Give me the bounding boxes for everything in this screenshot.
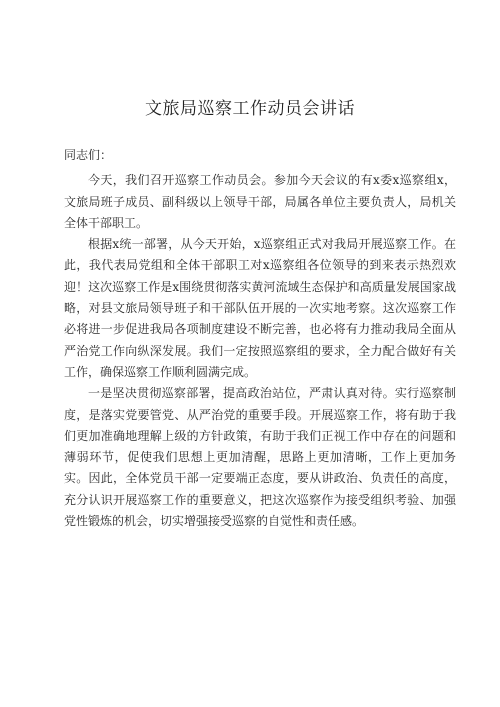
paragraph-point-one: 一是坚决贯彻巡察部署，提高政治站位，严肃认真对待。实行巡察制度，是落实党要管党、从严治党的重要手段。开展巡察工作，将有助于我们更加准确地理解上级的方针政策，有助于我们正视工作中存在的问题和薄弱环节，促使我们思想上更加清醒，思路上更加清晰，工作上更加务实。因此，全体党员干部一定要端正态度，要从讲政治、负责任的高度，充分认识开展巡察工作的重要意义，把这次巡察作为接受组织考验、加强党性锻炼的机会，切实增强接受巡察的自觉性和责任感。 (64, 386, 456, 529)
paragraph-welcome: 根据x统一部署，从今天开始，x巡察组正式对我局开展巡察工作。在此，我代表局党组和全体干部职工对x巡察组各位领导的到来表示热烈欢迎！这次巡察工作是x围绕贯彻落实黄河流域生态保护和高质量发展国家战略，对县文旅局领导班子和干部队伍开展的一次实地考察。这次巡察工作必将进一步促进我局各项制度建设不断完善，也必将有力推动我局全面从严治党工作向纵深发展。我们一定按照巡察组的要求，全力配合做好有关工作，确保巡察工作顺利圆满完成。 (64, 237, 456, 379)
document-body (64, 145, 456, 532)
paragraph-opening: 今天，我们召开巡察工作动员会。参加今天会议的有x委x巡察组x，文旅局班子成员、副科级以上领导干部，局属各单位主要负责人，局机关全体干部职工。 (64, 173, 456, 230)
document-title: 文旅局巡察工作动员会讲话 (145, 99, 355, 119)
greeting: 同志们： (64, 148, 113, 162)
